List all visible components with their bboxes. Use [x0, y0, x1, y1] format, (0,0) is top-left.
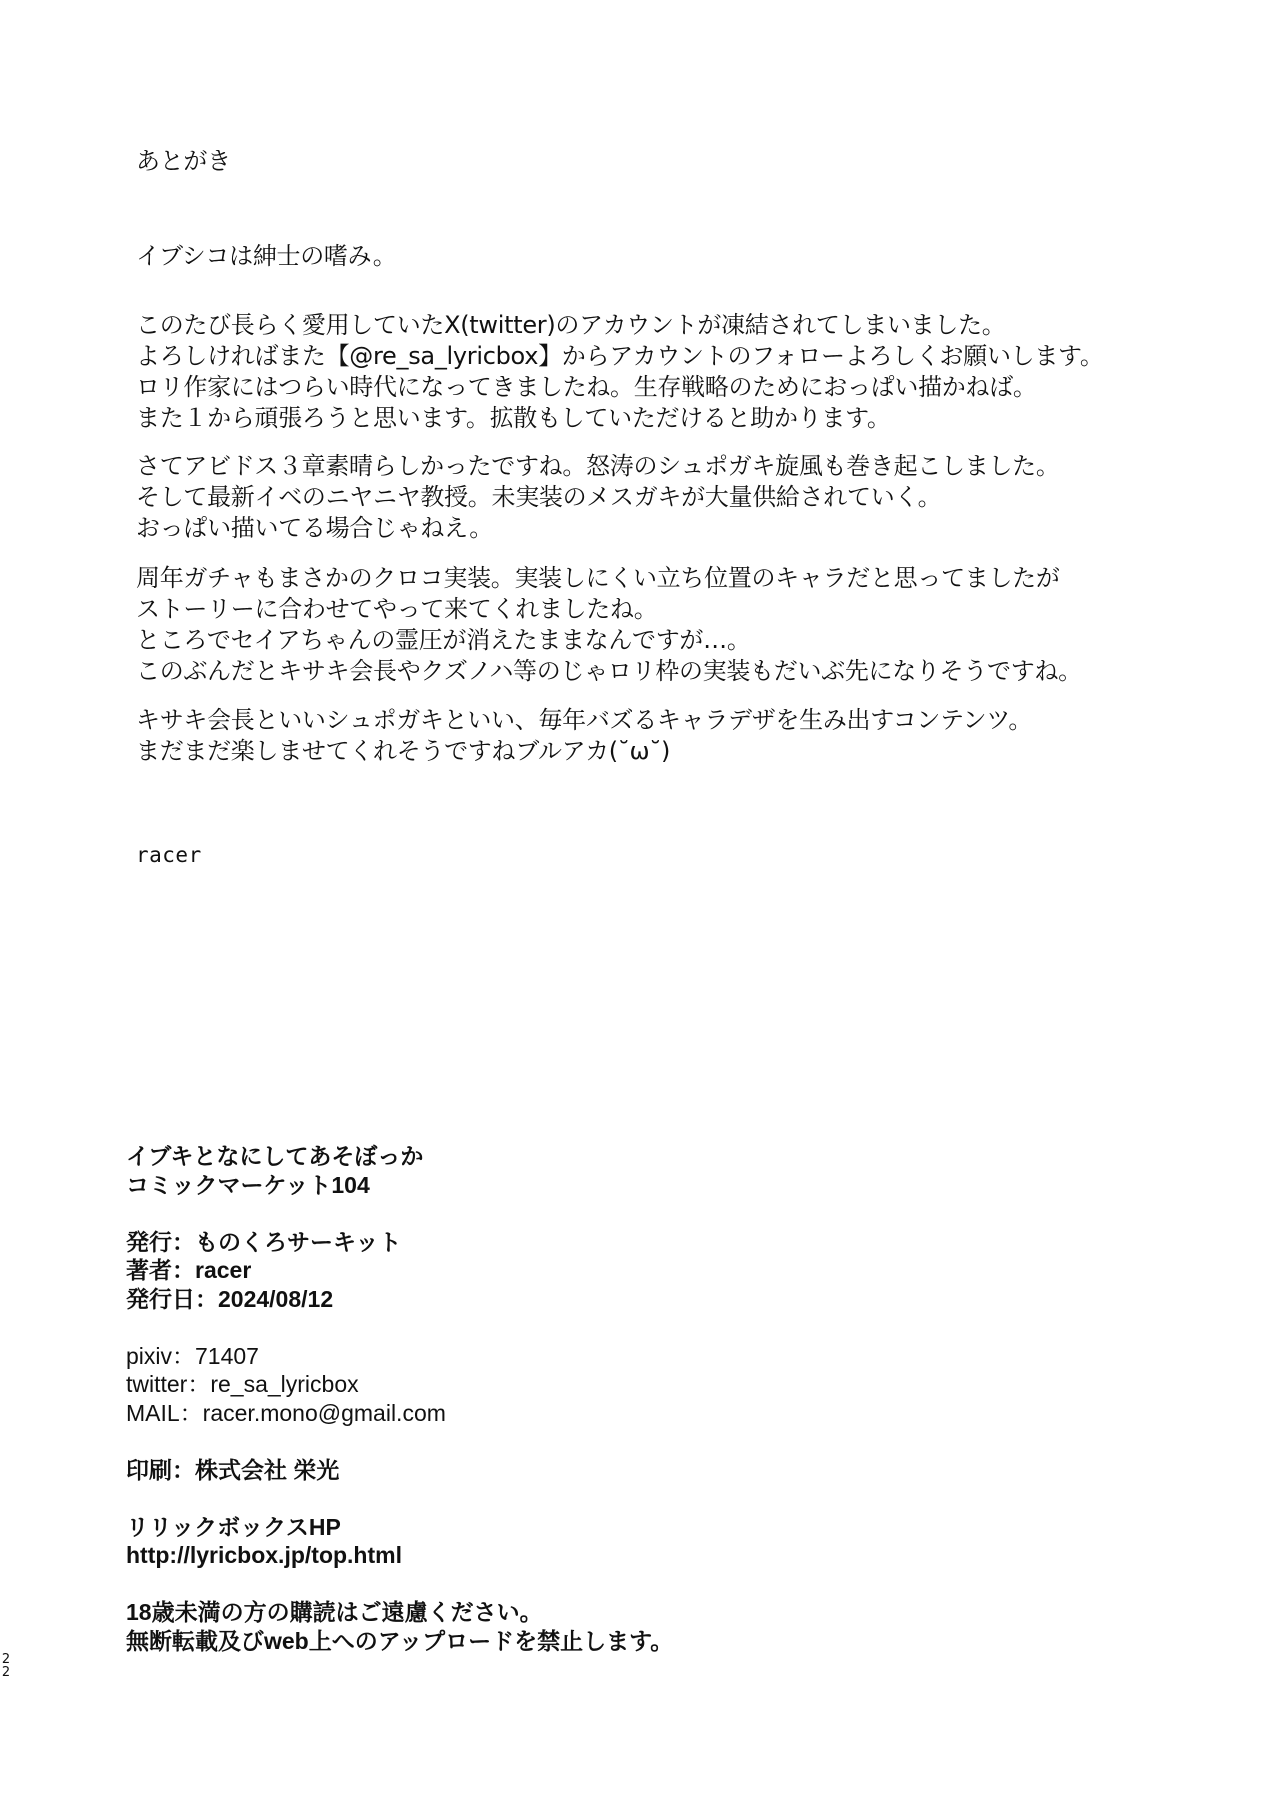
author: 著者：racer: [126, 1257, 252, 1283]
spacer: [126, 1313, 1026, 1342]
twitter-handle: twitter：re_sa_lyricbox: [126, 1371, 359, 1397]
homepage-label: リリックボックスHP: [126, 1513, 341, 1540]
afterword-signature: racer: [136, 843, 202, 867]
afterword-line: キサキ会長といいシュポガキといい、毎年バズるキャラデザを生み出すコンテンツ。: [136, 706, 1033, 734]
event-name: コミックマーケット104: [126, 1171, 370, 1198]
afterword: [136, 146, 1216, 867]
afterword-line: また１から頑張ろうと思います。拡散もしていただけると助かります。: [136, 404, 891, 432]
afterword-line: よろしければまた【@re_sa_lyricbox】からアカウントのフォローよろしくお願いします。: [136, 342, 1104, 370]
afterword-line: おっぱい描いてる場合じゃねえ。: [136, 514, 493, 542]
afterword-line: 周年ガチャもまさかのクロコ実装。実装しにくい立ち位置のキャラだと思ってましたが: [136, 564, 1060, 592]
afterword-line: ストーリーに合わせてやって来てくれましたね。: [136, 595, 658, 623]
pixiv-id: pixiv：71407: [126, 1342, 259, 1369]
publisher: 発行：ものくろサーキット: [126, 1228, 402, 1255]
book-title: イブキとなにしてあそぼっか: [126, 1143, 424, 1169]
mail-address: MAIL：racer.mono@gmail.com: [126, 1399, 446, 1426]
age-notice: 18歳未満の方の購読はご遠慮ください。: [126, 1599, 543, 1625]
publish-date: 発行日：2024/08/12: [126, 1285, 334, 1312]
afterword-lead: イブシコは紳士の嗜み。: [136, 242, 397, 270]
page-number-digit: 2: [1, 1665, 11, 1680]
homepage-url: http://lyricbox.jp/top.html: [126, 1542, 402, 1568]
afterword-line: まだまだ楽しませてくれそうですねブルアカ(˘ω˘): [136, 737, 671, 765]
afterword-line: さてアビドス３章素晴らしかったですね。怒涛のシュポガキ旋風も巻き起こしました。: [136, 452, 1060, 480]
spacer: [126, 1570, 1026, 1599]
afterword-line: そして最新イベのニヤニヤ教授。未実装のメスガキが大量供給されていく。: [136, 483, 942, 511]
afterword-line: ところでセイアちゃんの霊圧が消えたままなんですが…。: [136, 626, 751, 654]
colophon: [126, 1142, 1026, 1655]
page-number: [0, 1653, 12, 1679]
page-number-digit: 2: [1, 1652, 11, 1667]
afterword-paragraph: [136, 310, 1104, 434]
upload-notice: 無断転載及びweb上へのアップロードを禁止します。: [126, 1627, 674, 1654]
afterword-paragraph: [136, 563, 1082, 687]
spacer: [126, 1199, 1026, 1228]
afterword-title: あとがき: [136, 147, 231, 175]
afterword-line: ロリ作家にはつらい時代になってきましたね。生存戦略のためにおっぱい描かねば。: [136, 373, 1037, 401]
afterword-paragraph: [136, 705, 1032, 767]
afterword-line: このぶんだとキサキ会長やクズノハ等のじゃロリ枠の実装もだいぶ先になりそうですね。: [136, 657, 1082, 685]
printer: 印刷：株式会社 栄光: [126, 1456, 340, 1483]
afterword-line: このたび長らく愛用していたX(twitter)のアカウントが凍結されてしまいました。: [136, 311, 1006, 339]
spacer: [126, 1427, 1026, 1456]
afterword-paragraph: [136, 451, 1060, 544]
spacer: [126, 1484, 1026, 1513]
